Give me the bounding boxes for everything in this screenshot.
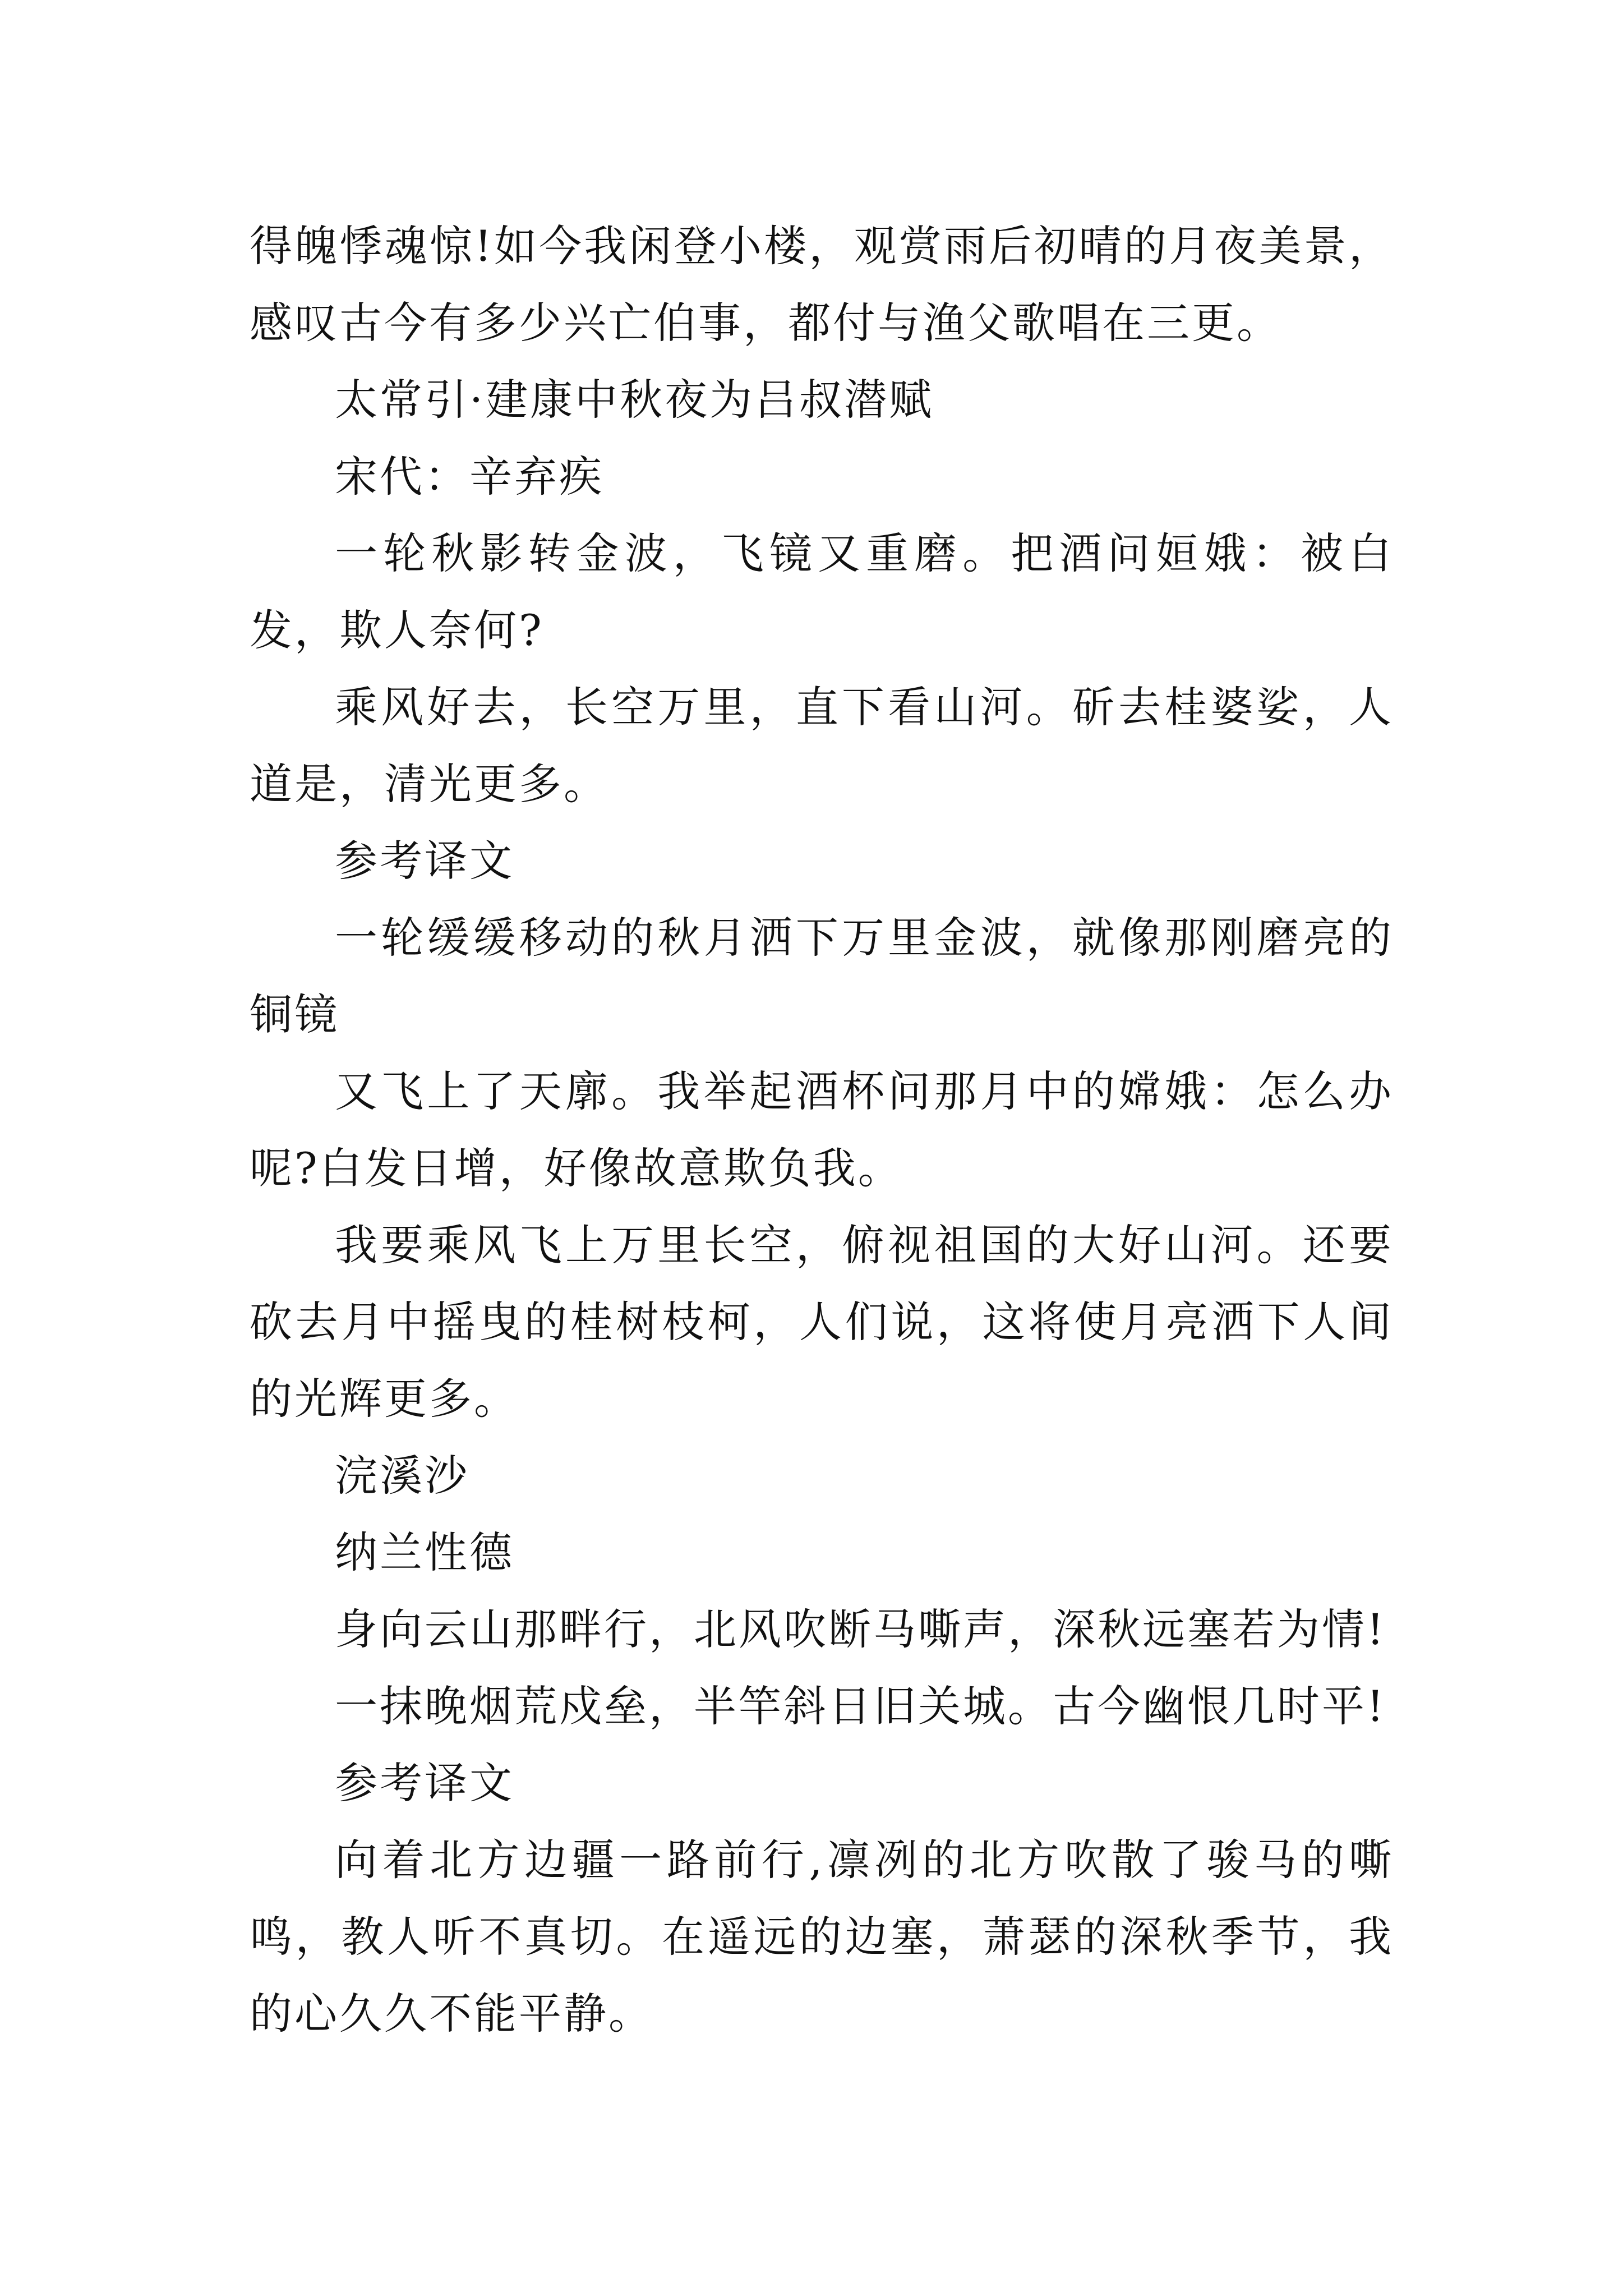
translation-paragraph-2: 又飞上了天廓。我举起酒杯问那月中的嫦娥：怎么办呢?白发日增，好像故意欺负我。 [250, 1066, 1394, 1193]
poem-title-taichangyin: 太常引·建康中秋夜为吕叔潜赋 [335, 375, 934, 425]
poem-stanza-1: 一轮秋影转金波，飞镜又重磨。把酒问姮娥：被白发，欺人奈何? [250, 528, 1394, 655]
poem-author-xinqiji: 宋代：辛弃疾 [335, 452, 604, 501]
poem-author-nalanxingde: 纳兰性德 [335, 1527, 514, 1577]
translation-paragraph-1: 一轮缓缓移动的秋月洒下万里金波，就像那刚磨亮的铜镜 [250, 913, 1394, 1039]
paragraph-translation-continued: 得魄悸魂惊!如今我闲登小楼，观赏雨后初晴的月夜美景，感叹古今有多少兴亡伯事，都付与渔父歌唱在三更。 [250, 221, 1394, 348]
poem-line-1: 身向云山那畔行，北风吹断马嘶声，深秋远塞若为情! [335, 1604, 1386, 1654]
poem-title-huanxisha: 浣溪沙 [335, 1451, 469, 1501]
translation-heading-1: 参考译文 [335, 836, 514, 886]
document-body [250, 208, 1394, 2052]
poem-line-2: 一抹晚烟荒戍垒，半竿斜日旧关城。古今幽恨几时平! [335, 1681, 1386, 1731]
translation-heading-2: 参考译文 [335, 1758, 514, 1808]
translation-paragraph-4: 向着北方边疆一路前行,凛冽的北方吹散了骏马的嘶鸣，教人听不真切。在遥远的边塞，萧瑟的深秋季节，我的心久久不能平静。 [250, 1835, 1394, 2039]
poem-stanza-2: 乘风好去，长空万里，直下看山河。斫去桂婆娑，人道是，清光更多。 [250, 682, 1394, 809]
translation-paragraph-3: 我要乘风飞上万里长空，俯视祖国的大好山河。还要砍去月中摇曳的桂树枝柯，人们说，这将使月亮洒下人间的光辉更多。 [250, 1220, 1394, 1424]
